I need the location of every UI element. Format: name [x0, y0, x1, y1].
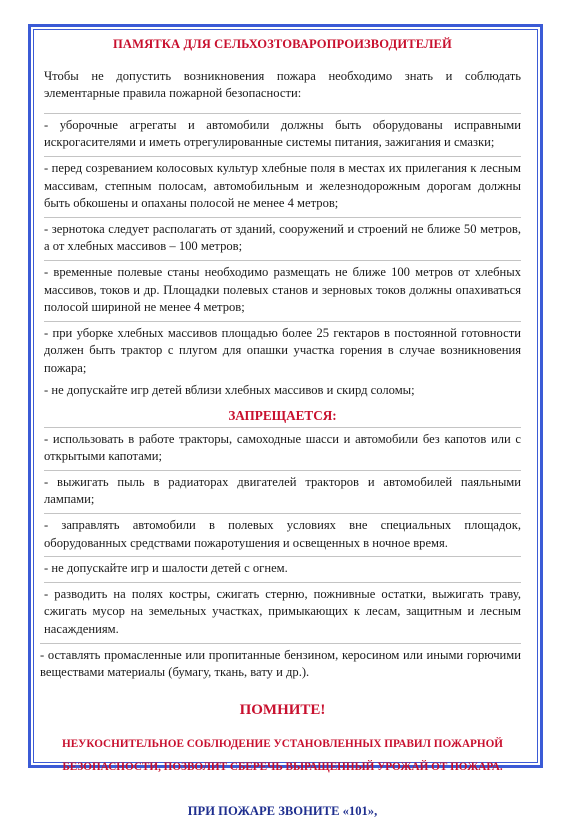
prohibited-item: - не допускайте игр и шалости детей с огнем. — [44, 556, 521, 582]
warning-line-2: БЕЗОПАСНОСТИ, ПОЗВОЛИТ СБЕРЕЧЬ ВЫРАЩЕННЫЙ УРОЖАЙ ОТ ПОЖАРА. — [62, 761, 503, 774]
emergency-call-line: ПРИ ПОЖАРЕ ЗВОНИТЕ «101», — [187, 804, 378, 819]
rule-item: - перед созреванием колосовых культур хлебные поля в местах их прилегания к лесным массивам, степным полосам, автомобильным и железнодорожным дорогам должны быть обкошены и опаханы полосой не менее 4 метров; — [44, 156, 521, 217]
prohibited-item: - использовать в работе тракторы, самоходные шасси и автомобили без капотов или с открытыми капотами; — [44, 427, 521, 470]
rule-item: - временные полевые станы необходимо размещать не ближе 100 метров от хлебных массивов, токов и др. Площадки полевых станов и зерновых токов должны опахиваться полосой шириной не менее 4 метров; — [44, 260, 521, 321]
rule-item: - уборочные агрегаты и автомобили должны быть оборудованы исправными искрогасителями и иметь отрегулированные системы питания, зажигания и смазки; — [44, 113, 521, 156]
prohibited-item: - разводить на полях костры, сжигать стерню, пожнивные остатки, выжигать траву, сжигать мусор на земельных участках, примыкающих к лесам, защитным и лесным насаждениям. — [44, 582, 521, 643]
warning-line-1: НЕУКОСНИТЕЛЬНОЕ СОБЛЮДЕНИЕ УСТАНОВЛЕННЫХ ПРАВИЛ ПОЖАРНОЙ — [62, 738, 503, 751]
rule-item: - зернотока следует располагать от зданий, сооружений и строений не ближе 50 метров, а от хлебных массивов – 100 метров; — [44, 217, 521, 260]
prohibited-heading: ЗАПРЕЩАЕТСЯ: — [228, 408, 337, 424]
rule-item: - не допускайте игр детей вблизи хлебных массивов и скирд соломы; — [44, 382, 415, 397]
rule-item: - при уборке хлебных массивов площадью более 25 гектаров в постоянной готовности должен быть трактор с плугом для опашки участка горения в случае возникновения пожара; — [44, 321, 521, 382]
remember-heading: ПОМНИТЕ! — [239, 701, 326, 718]
document-title: ПАМЯТКА ДЛЯ СЕЛЬХОЗТОВАРОПРОИЗВОДИТЕЛЕЙ — [113, 37, 452, 51]
prohibited-item: - выжигать пыль в радиаторах двигателей тракторов и автомобилей паяльными лампами; — [44, 470, 521, 513]
prohibited-item: - оставлять промасленные или пропитанные бензином, керосином или иными горючими веществами материалы (бумагу, ткань, вату и др.). — [40, 643, 521, 686]
memo-content — [40, 36, 521, 821]
intro-paragraph: Чтобы не допустить возникновения пожара необходимо знать и соблюдать элементарные правила пожарной безопасности: — [44, 68, 521, 101]
prohibited-item: - заправлять автомобили в полевых условиях вне специальных площадок, оборудованных средствами пожаротушения и освещенных в ночное время. — [44, 513, 521, 556]
